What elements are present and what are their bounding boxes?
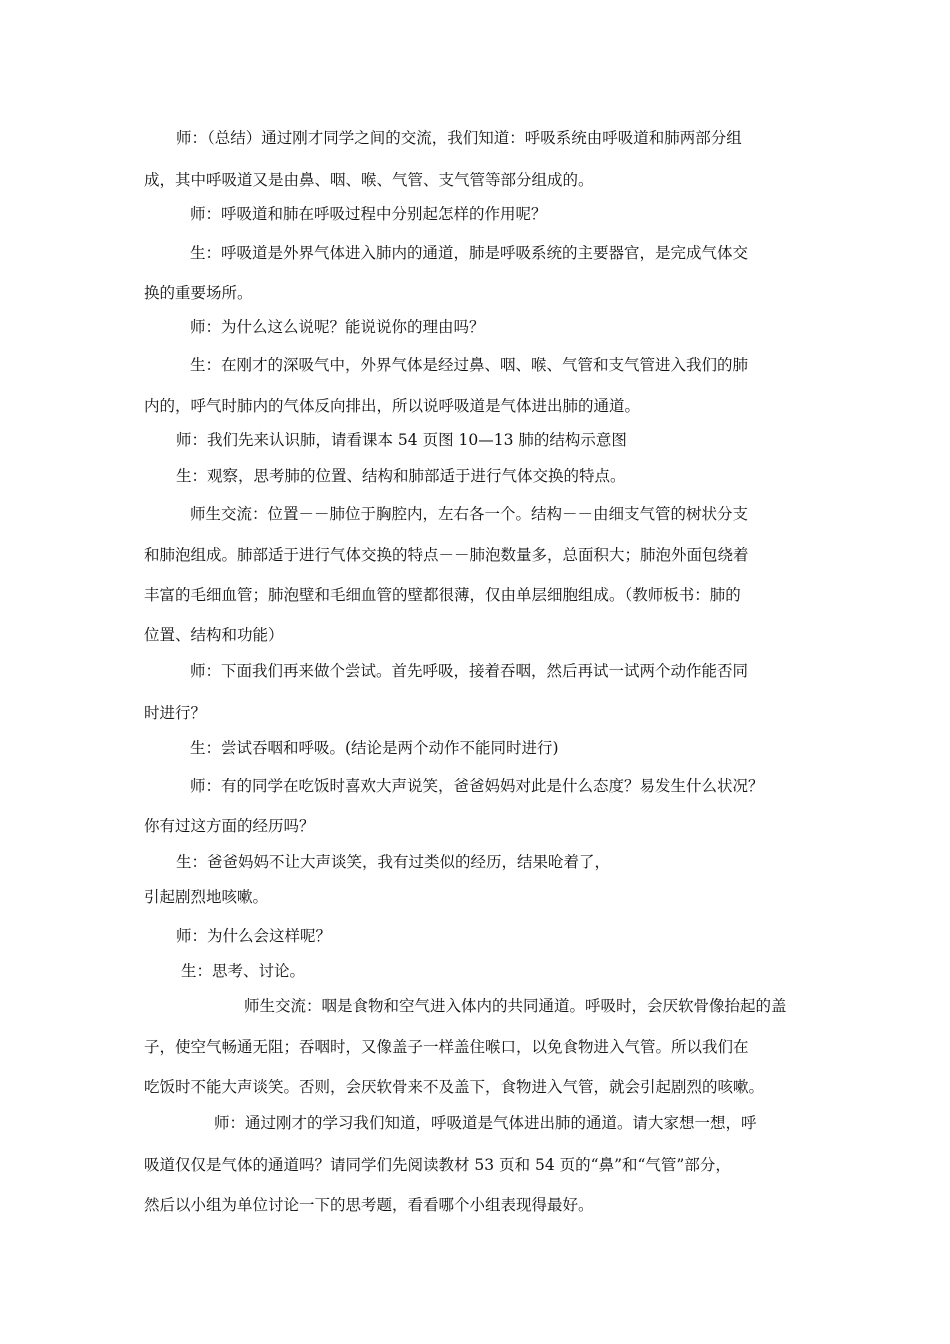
- text-line: 师：为什么这么说呢？能说说你的理由吗？: [190, 318, 485, 336]
- text-line: 师：下面我们再来做个尝试。首先呼吸，接着吞咽，然后再试一试两个动作能否同: [190, 662, 749, 680]
- text-line: 师：有的同学在吃饭时喜欢大声说笑，爸爸妈妈对此是什么态度？易发生什么状况？: [190, 777, 764, 795]
- text-line: 子，使空气畅通无阻；吞咽时，又像盖子一样盖住喉口，以免食物进入气管。所以我们在: [144, 1038, 749, 1056]
- text-line: 然后以小组为单位讨论一下的思考题，看看哪个小组表现得最好。: [144, 1196, 594, 1214]
- text-line: 和肺泡组成。肺部适于进行气体交换的特点－－肺泡数量多，总面积大；肺泡外面包绕着: [144, 546, 749, 564]
- text-line: 生：思考、讨论。: [181, 962, 306, 980]
- text-line: 吃饭时不能大声谈笑。否则，会厌软骨来不及盖下，食物进入气管，就会引起剧烈的咳嗽。: [144, 1078, 765, 1096]
- text-line: 换的重要场所。: [144, 284, 253, 302]
- text-line: 生：呼吸道是外界气体进入肺内的通道，肺是呼吸系统的主要器官，是完成气体交: [190, 244, 749, 262]
- text-line: 时进行？: [144, 704, 207, 722]
- text-line: 师：我们先来认识肺，请看课本 54 页图 10—13 肺的结构示意图: [176, 431, 627, 449]
- text-line: 师：（总结）通过刚才同学之间的交流，我们知道：呼吸系统由呼吸道和肺两部分组: [176, 129, 742, 147]
- text-line: 师生交流：位置－－肺位于胸腔内，左右各一个。结构－－由细支气管的树状分支: [190, 505, 749, 523]
- text-line: 成，其中呼吸道又是由鼻、咽、喉、气管、支气管等部分组成的。: [144, 171, 594, 189]
- text-line: 位置、结构和功能）: [144, 626, 284, 644]
- text-line: 生：尝试吞咽和呼吸。(结论是两个动作不能同时进行): [190, 739, 559, 757]
- text-line: 引起剧烈地咳嗽。: [144, 888, 269, 906]
- text-line: 生：爸爸妈妈不让大声谈笑，我有过类似的经历，结果呛着了，: [176, 853, 611, 871]
- text-line: 你有过这方面的经历吗？: [144, 817, 315, 835]
- text-line: 师：通过刚才的学习我们知道，呼吸道是气体进出肺的通道。请大家想一想，呼: [214, 1114, 757, 1132]
- text-line: 师：为什么会这样呢？: [176, 927, 332, 945]
- text-line: 丰富的毛细血管；肺泡壁和毛细血管的壁都很薄，仅由单层细胞组成。（教师板书：肺的: [144, 586, 741, 604]
- text-line: 吸道仅仅是气体的通道吗？请同学们先阅读教材 53 页和 54 页的“鼻”和“气管”部分，: [144, 1156, 731, 1174]
- text-line: 师生交流：咽是食物和空气进入体内的共同通道。呼吸时，会厌软骨像抬起的盖: [244, 997, 787, 1015]
- text-line: 内的，呼气时肺内的气体反向排出，所以说呼吸道是气体进出肺的通道。: [144, 397, 641, 415]
- text-line: 生：观察，思考肺的位置、结构和肺部适于进行气体交换的特点。: [176, 467, 626, 485]
- text-line: 师：呼吸道和肺在呼吸过程中分别起怎样的作用呢？: [190, 205, 547, 223]
- text-line: 生：在刚才的深吸气中，外界气体是经过鼻、咽、喉、气管和支气管进入我们的肺: [190, 356, 749, 374]
